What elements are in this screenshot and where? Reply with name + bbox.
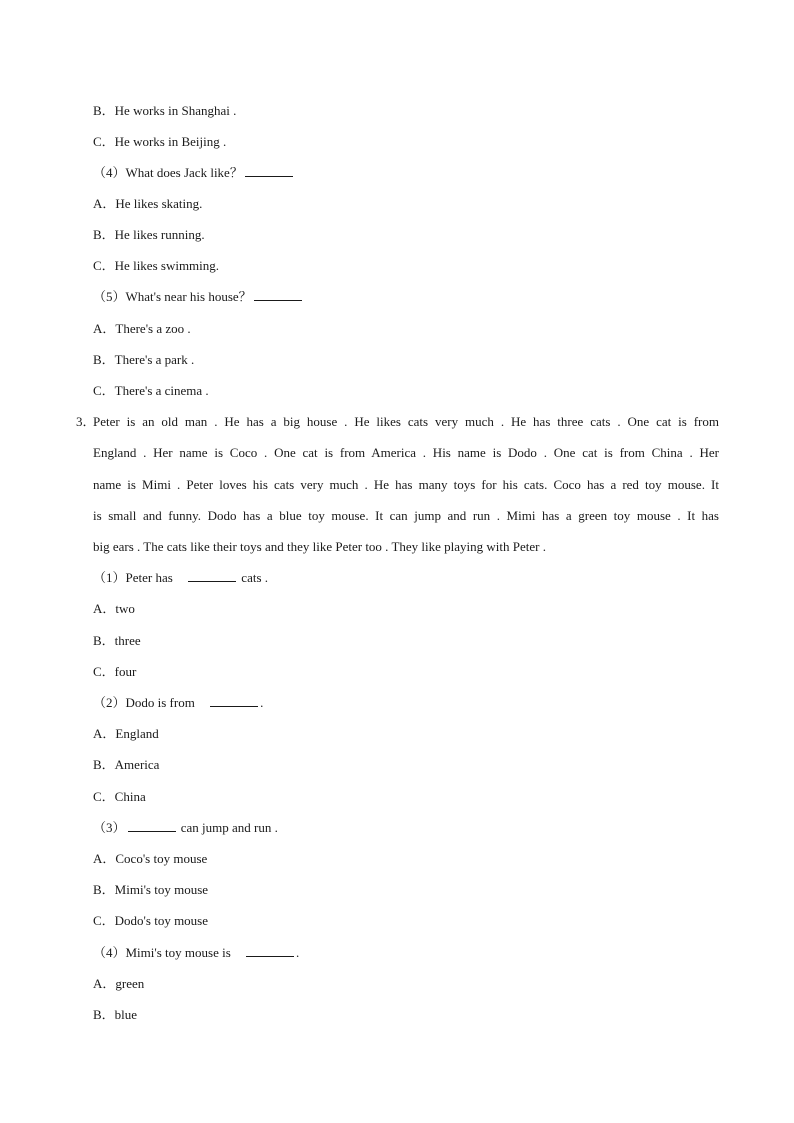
q3-sub1-prompt-post: cats .	[241, 570, 269, 585]
q3-sub2-option-a: A．England	[93, 726, 159, 741]
answer-blank[interactable]	[210, 695, 258, 707]
q2-sub4-option-a: A．He likes skating.	[93, 196, 203, 211]
q3-sub2-prompt-post: .	[260, 695, 264, 710]
q2-sub3-option-b: B．He works in Shanghai .	[93, 103, 237, 118]
q3-passage-line-3: name is Mimi . Peter loves his cats very much . He has many toys for his cats. Coco has a red toy mouse. It	[93, 477, 719, 492]
q3-passage-line-2: England . Her name is Coco . One cat is from America . His name is Dodo . One cat is from China . Her	[93, 445, 719, 460]
q3-sub4-prompt	[93, 945, 299, 961]
q3-sub2-prompt-pre: （2）Dodo is from	[93, 695, 195, 710]
q3-sub4-option-a: A．green	[93, 976, 145, 991]
q3-passage-line-4: is small and funny. Dodo has a blue toy mouse. It can jump and run . Mimi has a green toy mouse . It has	[93, 508, 719, 523]
q3-sub3-option-b: B．Mimi's toy mouse	[93, 882, 209, 897]
q3-sub2-option-c: C．China	[93, 789, 146, 804]
q2-sub5-prompt-text: （5）What's near his house？	[93, 289, 252, 304]
q3-sub3-prompt-post: can jump and run .	[180, 820, 278, 835]
q2-sub3-option-c: C．He works in Beijing .	[93, 134, 227, 149]
q3-passage-line-1: Peter is an old man . He has a big house . He likes cats very much . He has three cats . One cat is from	[93, 414, 719, 429]
q3-sub1-option-b: B．three	[93, 633, 141, 648]
q3-sub1-option-c: C．four	[93, 664, 137, 679]
q3-sub4-option-b: B．blue	[93, 1007, 138, 1022]
answer-blank[interactable]	[188, 570, 236, 582]
q3-sub2-option-b: B．America	[93, 757, 160, 772]
q3-sub1-prompt-pre: （1）Peter has	[93, 570, 173, 585]
q2-sub5-option-a: A．There's a zoo .	[93, 321, 191, 336]
q3-sub2-prompt	[93, 695, 263, 711]
q3-sub4-prompt-post: .	[296, 945, 300, 960]
q2-sub4-option-c: C．He likes swimming.	[93, 258, 220, 273]
answer-blank[interactable]	[246, 945, 294, 957]
q3-sub3-option-a: A．Coco's toy mouse	[93, 851, 208, 866]
q2-sub5-option-b: B．There's a park .	[93, 352, 195, 367]
q2-sub4-prompt-text: （4）What does Jack like？	[93, 165, 243, 180]
q2-sub5-option-c: C．There's a cinema .	[93, 383, 209, 398]
q2-sub4-prompt	[93, 165, 295, 181]
q3-sub3-option-c: C．Dodo's toy mouse	[93, 913, 209, 928]
answer-blank[interactable]	[245, 165, 293, 177]
q3-sub1-prompt	[93, 570, 268, 586]
answer-blank[interactable]	[254, 289, 302, 301]
q3-sub3-prompt-pre: （3）	[93, 820, 126, 835]
q2-sub5-prompt	[93, 289, 304, 305]
q3-sub4-prompt-pre: （4）Mimi's toy mouse is	[93, 945, 231, 960]
q3-number: 3．	[76, 414, 96, 429]
q3-passage-line-5: big ears . The cats like their toys and they like Peter too . They like playing with Peter .	[93, 539, 546, 554]
answer-blank[interactable]	[128, 820, 176, 832]
q3-sub1-option-a: A．two	[93, 601, 135, 616]
q2-sub4-option-b: B．He likes running.	[93, 227, 205, 242]
q3-sub3-prompt	[93, 820, 278, 836]
